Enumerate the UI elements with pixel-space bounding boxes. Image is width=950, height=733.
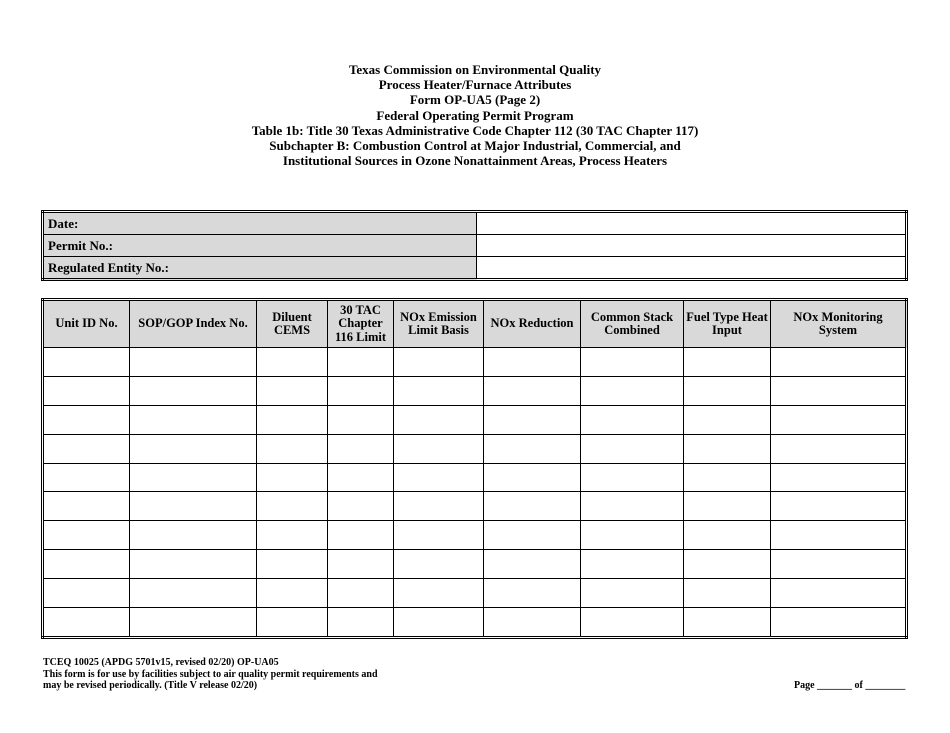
entity-row — [43, 257, 907, 280]
table-row — [43, 492, 907, 521]
table-cell[interactable] — [257, 492, 328, 521]
table-cell[interactable] — [328, 579, 394, 608]
table-cell[interactable] — [394, 434, 484, 463]
table-cell[interactable] — [130, 405, 257, 434]
table-cell[interactable] — [394, 463, 484, 492]
col-header-sop-gop-index: SOP/GOP Index No. — [130, 300, 257, 348]
table-cell[interactable] — [130, 376, 257, 405]
table-row — [43, 376, 907, 405]
table-cell[interactable] — [43, 550, 130, 579]
table-cell[interactable] — [771, 434, 907, 463]
table-cell[interactable] — [43, 463, 130, 492]
table-cell[interactable] — [484, 579, 581, 608]
table-cell[interactable] — [394, 405, 484, 434]
table-cell[interactable] — [130, 463, 257, 492]
attributes-table — [41, 298, 908, 639]
header-line-subchapter: Subchapter B: Combustion Control at Major Industrial, Commercial, and — [269, 138, 681, 154]
table-cell[interactable] — [684, 579, 771, 608]
table-cell[interactable] — [43, 521, 130, 550]
table-cell[interactable] — [771, 376, 907, 405]
table-cell[interactable] — [484, 405, 581, 434]
table-cell[interactable] — [257, 348, 328, 377]
permit-label: Permit No.: — [43, 235, 477, 257]
table-cell[interactable] — [771, 521, 907, 550]
table-cell[interactable] — [257, 550, 328, 579]
table-cell[interactable] — [484, 463, 581, 492]
table-cell[interactable] — [257, 405, 328, 434]
table-row — [43, 608, 907, 638]
table-cell[interactable] — [684, 521, 771, 550]
table-cell[interactable] — [43, 608, 130, 638]
table-cell[interactable] — [328, 434, 394, 463]
table-cell[interactable] — [394, 608, 484, 638]
table-cell[interactable] — [257, 376, 328, 405]
col-header-diluent-cems: Diluent CEMS — [257, 300, 328, 348]
table-cell[interactable] — [257, 579, 328, 608]
form-header — [0, 62, 950, 168]
page-number: Page _______ of ________ — [794, 680, 906, 691]
table-cell[interactable] — [43, 405, 130, 434]
table-cell[interactable] — [581, 405, 684, 434]
header-line-sources: Institutional Sources in Ozone Nonattainment Areas, Process Heaters — [282, 153, 668, 169]
permit-field[interactable] — [477, 235, 907, 257]
table-cell[interactable] — [771, 579, 907, 608]
col-header-unit-id: Unit ID No. — [43, 300, 130, 348]
table-cell[interactable] — [328, 608, 394, 638]
table-cell[interactable] — [581, 463, 684, 492]
info-table — [41, 210, 908, 281]
table-cell[interactable] — [394, 550, 484, 579]
footer-form-id: TCEQ 10025 (APDG 5701v15, revised 02/20) OP-UA05 — [43, 657, 279, 668]
table-cell[interactable] — [328, 348, 394, 377]
table-cell[interactable] — [130, 434, 257, 463]
table-body — [43, 348, 907, 638]
table-row — [43, 348, 907, 377]
table-cell[interactable] — [484, 608, 581, 638]
table-cell[interactable] — [684, 376, 771, 405]
table-cell[interactable] — [257, 463, 328, 492]
table-cell[interactable] — [328, 376, 394, 405]
col-header-nox-emission-limit-basis: NOx Emission Limit Basis — [394, 300, 484, 348]
table-cell[interactable] — [484, 434, 581, 463]
col-header-common-stack: Common Stack Combined — [581, 300, 684, 348]
table-cell[interactable] — [581, 579, 684, 608]
date-field[interactable] — [477, 212, 907, 235]
table-cell[interactable] — [328, 405, 394, 434]
table-cell[interactable] — [394, 348, 484, 377]
table-row — [43, 434, 907, 463]
permit-row — [43, 235, 907, 257]
table-cell[interactable] — [484, 550, 581, 579]
table-cell[interactable] — [581, 521, 684, 550]
table-row — [43, 579, 907, 608]
table-cell[interactable] — [328, 492, 394, 521]
table-header-row — [43, 300, 907, 348]
col-header-nox-monitoring-system: NOx Monitoring System — [771, 300, 907, 348]
table-cell[interactable] — [43, 492, 130, 521]
footer-revision-note: may be revised periodically. (Title V release 02/20) — [43, 680, 258, 691]
header-line-agency: Texas Commission on Environmental Quality — [348, 62, 602, 77]
table-row — [43, 463, 907, 492]
table-cell[interactable] — [684, 463, 771, 492]
table-cell[interactable] — [130, 492, 257, 521]
table-cell[interactable] — [684, 550, 771, 579]
table-cell[interactable] — [130, 579, 257, 608]
table-cell[interactable] — [130, 521, 257, 550]
table-cell[interactable] — [581, 434, 684, 463]
table-cell[interactable] — [394, 579, 484, 608]
table-cell[interactable] — [130, 608, 257, 638]
col-header-nox-reduction: NOx Reduction — [484, 300, 581, 348]
table-cell[interactable] — [581, 492, 684, 521]
table-cell[interactable] — [771, 405, 907, 434]
table-cell[interactable] — [43, 434, 130, 463]
table-cell[interactable] — [257, 521, 328, 550]
date-row — [43, 212, 907, 235]
table-cell[interactable] — [484, 492, 581, 521]
table-cell[interactable] — [684, 434, 771, 463]
table-cell[interactable] — [771, 608, 907, 638]
table-cell[interactable] — [394, 521, 484, 550]
table-cell[interactable] — [581, 608, 684, 638]
table-cell[interactable] — [257, 434, 328, 463]
table-cell[interactable] — [484, 521, 581, 550]
col-header-tac-116-limit: 30 TAC Chapter 116 Limit — [328, 300, 394, 348]
table-cell[interactable] — [257, 608, 328, 638]
entity-label: Regulated Entity No.: — [43, 257, 477, 280]
table-cell[interactable] — [328, 521, 394, 550]
header-line-table: Table 1b: Title 30 Texas Administrative Code Chapter 112 (30 TAC Chapter 117) — [251, 122, 699, 138]
table-cell[interactable] — [771, 550, 907, 579]
table-row — [43, 550, 907, 579]
table-cell[interactable] — [581, 348, 684, 377]
table-cell[interactable] — [130, 550, 257, 579]
date-label: Date: — [43, 212, 477, 235]
table-cell[interactable] — [328, 550, 394, 579]
table-cell[interactable] — [684, 608, 771, 638]
header-line-program: Federal Operating Permit Program — [376, 107, 574, 123]
header-line-attributes: Process Heater/Furnace Attributes — [378, 77, 572, 93]
col-header-fuel-type-heat-input: Fuel Type Heat Input — [684, 300, 771, 348]
table-row — [43, 405, 907, 434]
table-cell[interactable] — [684, 492, 771, 521]
table-cell[interactable] — [581, 550, 684, 579]
table-cell[interactable] — [328, 463, 394, 492]
table-cell[interactable] — [684, 405, 771, 434]
table-cell[interactable] — [394, 492, 484, 521]
form-footer — [43, 657, 378, 692]
table-cell[interactable] — [130, 348, 257, 377]
table-cell[interactable] — [771, 348, 907, 377]
table-cell[interactable] — [43, 348, 130, 377]
table-cell[interactable] — [484, 376, 581, 405]
table-cell[interactable] — [394, 376, 484, 405]
header-line-form: Form OP-UA5 (Page 2) — [409, 92, 541, 108]
table-cell[interactable] — [771, 463, 907, 492]
table-cell[interactable] — [43, 579, 130, 608]
table-cell[interactable] — [684, 348, 771, 377]
footer-usage-note: This form is for use by facilities subject to air quality permit requirements and — [43, 668, 378, 680]
table-cell[interactable] — [43, 376, 130, 405]
entity-field[interactable] — [477, 257, 907, 280]
table-row — [43, 521, 907, 550]
table-cell[interactable] — [581, 376, 684, 405]
table-cell[interactable] — [484, 348, 581, 377]
table-cell[interactable] — [771, 492, 907, 521]
